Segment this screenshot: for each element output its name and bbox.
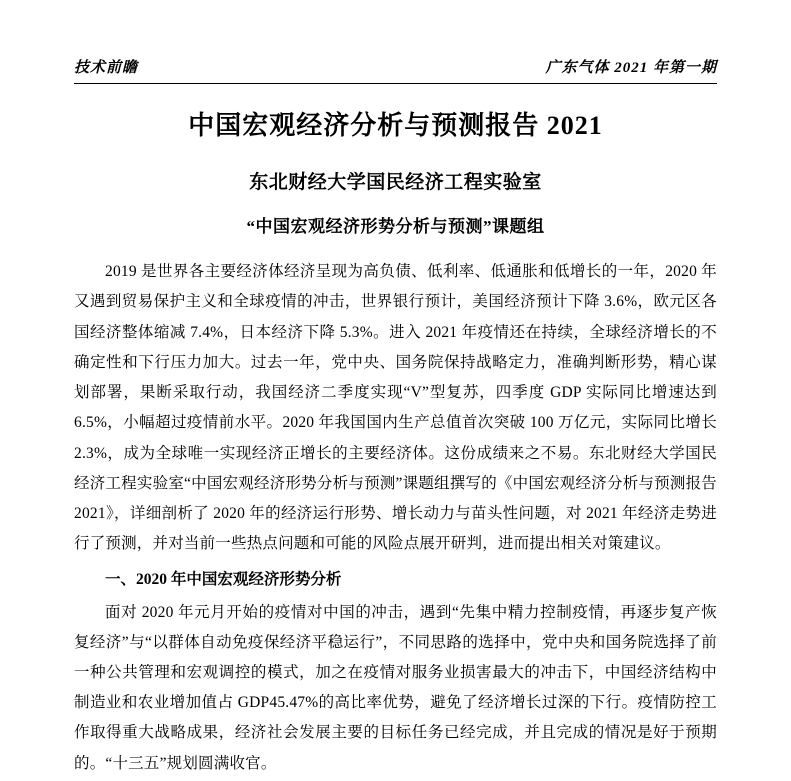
section-heading: 一、2020 年中国宏观经济形势分析	[105, 571, 342, 589]
running-head	[74, 56, 717, 83]
organization-name: 东北财经大学国民经济工程实验室	[249, 172, 542, 194]
running-head-left: 技术前瞻	[74, 60, 139, 76]
running-head-right: 广东气体 2021 年第一期	[545, 60, 717, 76]
paragraph: 2019 是世界各主要经济体经济呈现为高负债、低利率、低通胀和低增长的一年，2020 年又遇到贸易保护主义和全球疫情的冲击，世界银行预计，美国经济预计下降 3.6%，欧元区各国经济整体缩减 7.4%，日本经济下降 5.3%。进入 2021 年疫情还在持续，全球经济增长的不确定性和下行压力加大。过去一年，党中央、国务院保持战略定力，准确判断形势，精心谋划部署，果断采取行动，我国经济二季度实现“V”型复苏，四季度 GDP 实际同比增速达到 6.5%，小幅超过疫情前水平。2020 年我国国内生产总值首次突破 100 万亿元，实际同比增长 2.3%，成为全球唯一实现经济正增长的主要经济体。这份成绩来之不易。东北财经大学国民经济工程实验室“中国宏观经济形势分析与预测”课题组撰写的《中国宏观经济分析与预测报告 2021》，详细剖析了 2020 年的经济运行形势、增长动力与苗头性问题，对 2021 年经济走势进行了预测，并对当前一些热点问题和可能的风险点展开研判，进而提出相关对策建议。	[74, 263, 717, 553]
paragraph: 面对 2020 年元月开始的疫情对中国的冲击，遇到“先集中精力控制疫情，再逐步复产恢复经济”与“以群体自动免疫保经济平稳运行”，不同思路的选择中，党中央和国务院选择了前一种公共管理和宏观调控的模式，加之在疫情对服务业损害最大的冲击下，中国经济结构中制造业和农业增加值占 GDP45.47%的高比率优势，避免了经济增长过深的下行。疫情防控工作取得重大战略成果，经济社会发展主要的目标任务已经完成，并且完成的情况是好于预期的。“十三五”规划圆满收官。	[74, 603, 717, 772]
header-divider	[74, 83, 717, 84]
page-title: 中国宏观经济分析与预测报告 2021	[188, 111, 603, 140]
research-group-name: “中国宏观经济形势分析与预测”课题组	[246, 217, 545, 237]
